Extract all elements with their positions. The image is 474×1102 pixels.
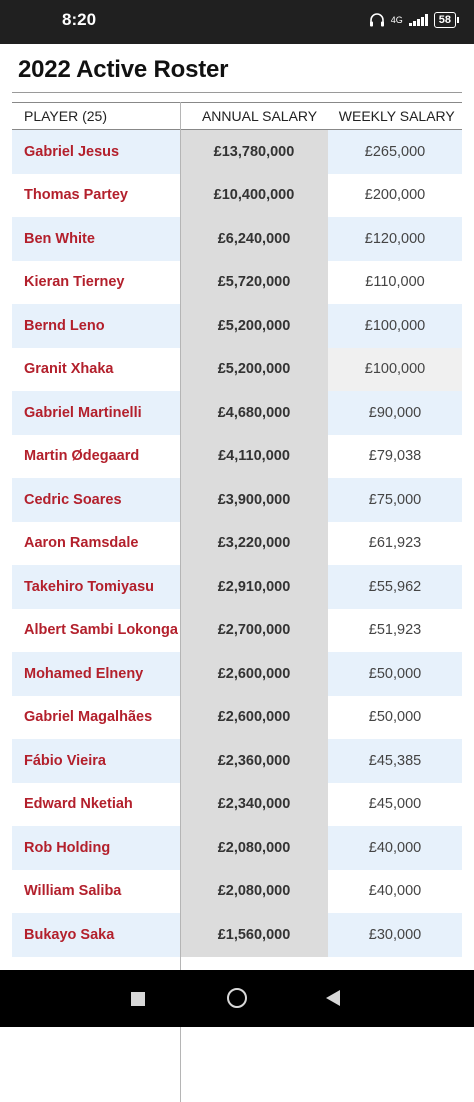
weekly-salary-cell: £75,000: [368, 491, 422, 508]
table-row[interactable]: [12, 565, 462, 609]
annual-salary-cell: £3,220,000: [180, 522, 328, 566]
table-body: [12, 130, 462, 957]
player-name-link[interactable]: Ben White: [24, 230, 95, 247]
weekly-salary-cell: £55,962: [368, 578, 422, 595]
table-row[interactable]: [12, 217, 462, 261]
player-name-link[interactable]: Bukayo Saka: [24, 926, 115, 943]
annual-salary-cell: £2,600,000: [180, 696, 328, 740]
table-row[interactable]: [12, 826, 462, 870]
annual-salary-cell: £2,600,000: [180, 652, 328, 696]
weekly-salary-cell: £265,000: [364, 143, 426, 160]
weekly-salary-cell: £51,923: [368, 622, 422, 639]
table-row[interactable]: [12, 478, 462, 522]
weekly-salary-cell: £45,385: [368, 752, 422, 769]
player-name-link[interactable]: Gabriel Martinelli: [24, 404, 142, 421]
header-annual-salary[interactable]: ANNUAL SALARY: [201, 108, 318, 124]
player-name-link[interactable]: Martin Ødegaard: [24, 448, 140, 465]
player-name-link[interactable]: Thomas Partey: [24, 187, 128, 204]
page-title: 2022 Active Roster: [18, 56, 229, 83]
table-row[interactable]: [12, 130, 462, 174]
annual-salary-cell: £4,110,000: [180, 435, 328, 479]
weekly-salary-cell: £50,000: [368, 709, 422, 726]
header-player[interactable]: PLAYER (25): [24, 108, 107, 124]
annual-salary-cell: £5,200,000: [180, 304, 328, 348]
player-name-link[interactable]: Edward Nketiah: [24, 796, 133, 813]
table-row[interactable]: [12, 348, 462, 392]
weekly-salary-cell: £30,000: [368, 926, 422, 943]
player-name-link[interactable]: Cedric Soares: [24, 491, 122, 508]
battery-icon: [434, 12, 456, 28]
annual-salary-cell: £6,240,000: [180, 217, 328, 261]
home-button[interactable]: [227, 988, 247, 1008]
table-row[interactable]: [12, 261, 462, 305]
headset-icon: [369, 13, 385, 27]
player-name-link[interactable]: Bernd Leno: [24, 317, 105, 334]
table-header: [12, 102, 462, 130]
header-weekly-salary[interactable]: WEEKLY SALARY: [338, 108, 455, 124]
weekly-salary-cell: £40,000: [368, 883, 422, 900]
weekly-salary-cell: £79,038: [368, 448, 422, 465]
recents-button[interactable]: [131, 992, 145, 1006]
weekly-salary-cell: £200,000: [364, 187, 426, 204]
annual-salary-cell: £1,560,000: [180, 913, 328, 957]
table-row[interactable]: [12, 696, 462, 740]
table-row[interactable]: [12, 174, 462, 218]
table-row[interactable]: [12, 652, 462, 696]
player-name-link[interactable]: William Saliba: [24, 883, 122, 900]
network-type: 4G: [390, 14, 403, 25]
annual-salary-cell: £2,700,000: [180, 609, 328, 653]
table-row[interactable]: [12, 391, 462, 435]
player-name-link[interactable]: Mohamed Elneny: [24, 665, 144, 682]
annual-salary-cell: £5,720,000: [180, 261, 328, 305]
weekly-salary-cell: £110,000: [365, 274, 425, 291]
table-row[interactable]: [12, 739, 462, 783]
table-row[interactable]: [12, 870, 462, 914]
status-bar: [0, 0, 474, 44]
annual-salary-cell: £2,080,000: [180, 870, 328, 914]
weekly-salary-cell: £61,923: [368, 535, 422, 552]
annual-salary-cell: £2,080,000: [180, 826, 328, 870]
status-time: 8:20: [62, 10, 97, 29]
table-row[interactable]: [12, 913, 462, 957]
battery-level: 58: [438, 14, 451, 26]
roster-table: [12, 102, 462, 957]
weekly-salary-cell: £120,000: [364, 230, 426, 247]
column-divider: [180, 102, 181, 1102]
annual-salary-cell: £2,360,000: [180, 739, 328, 783]
weekly-salary-cell: £50,000: [368, 665, 422, 682]
player-name-link[interactable]: Aaron Ramsdale: [24, 535, 139, 552]
weekly-salary-cell: £100,000: [328, 348, 462, 392]
status-icons: [369, 12, 456, 28]
player-name-link[interactable]: Albert Sambi Lokonga: [24, 622, 178, 639]
signal-bars-icon: [409, 14, 428, 26]
back-button[interactable]: [326, 990, 340, 1006]
annual-salary-cell: £4,680,000: [180, 391, 328, 435]
annual-salary-cell: £2,910,000: [180, 565, 328, 609]
title-divider: [12, 92, 462, 93]
table-row[interactable]: [12, 609, 462, 653]
player-name-link[interactable]: Gabriel Jesus: [24, 143, 120, 160]
annual-salary-cell: £2,340,000: [180, 783, 328, 827]
annual-salary-cell: £3,900,000: [180, 478, 328, 522]
table-row[interactable]: [12, 435, 462, 479]
weekly-salary-cell: £45,000: [368, 796, 422, 813]
weekly-salary-cell: £40,000: [368, 839, 422, 856]
table-row[interactable]: [12, 522, 462, 566]
weekly-salary-cell: £90,000: [368, 404, 422, 421]
annual-salary-cell: £13,780,000: [180, 130, 328, 174]
player-name-link[interactable]: Kieran Tierney: [24, 274, 125, 291]
player-name-link[interactable]: Granit Xhaka: [24, 361, 114, 378]
player-name-link[interactable]: Rob Holding: [24, 839, 111, 856]
table-row[interactable]: [12, 783, 462, 827]
annual-salary-cell: £10,400,000: [180, 174, 328, 218]
player-name-link[interactable]: Gabriel Magalhães: [24, 709, 153, 726]
signal-icon: [391, 16, 403, 25]
navigation-bar: [0, 970, 474, 1027]
player-name-link[interactable]: Takehiro Tomiyasu: [24, 578, 154, 595]
weekly-salary-cell: £100,000: [364, 317, 426, 334]
table-row[interactable]: [12, 304, 462, 348]
player-name-link[interactable]: Fábio Vieira: [24, 752, 106, 769]
annual-salary-cell: £5,200,000: [180, 348, 328, 392]
